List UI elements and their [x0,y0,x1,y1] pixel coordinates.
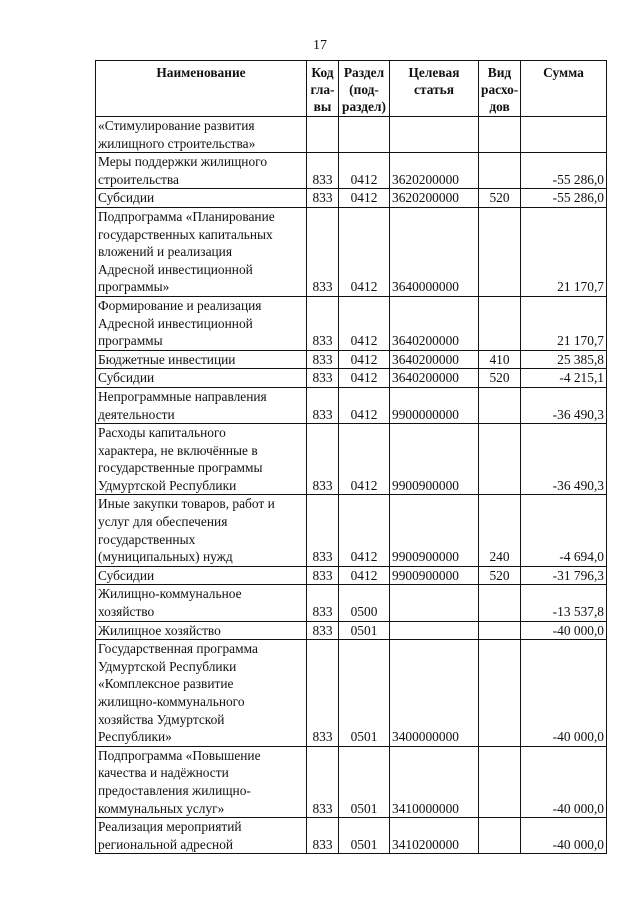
row-sum: -4 215,1 [521,369,607,388]
row-code: 833 [307,640,339,747]
header-name: Наименование [96,61,307,117]
row-name: Субсидии [96,369,307,388]
table-row [96,117,607,153]
row-target: 3400000000 [390,640,479,747]
row-target: 3640200000 [390,296,479,350]
row-code [307,117,339,153]
row-code: 833 [307,153,339,189]
row-section [339,117,390,153]
row-name: Иные закупки товаров, работ и услуг для обеспечения государственных (муниципальных) нужд [96,495,307,566]
row-section: 0412 [339,296,390,350]
table-body [96,117,607,854]
table-row [96,387,607,423]
row-section: 0412 [339,207,390,296]
row-section: 0501 [339,640,390,747]
row-section: 0412 [339,350,390,369]
row-section: 0412 [339,566,390,585]
row-section: 0500 [339,585,390,621]
row-code: 833 [307,424,339,495]
table-row [96,640,607,747]
table-row [96,424,607,495]
row-target: 3640200000 [390,369,479,388]
row-code: 833 [307,189,339,208]
row-sum: 21 170,7 [521,296,607,350]
row-vid [479,621,521,640]
row-name: Жилищное хозяйство [96,621,307,640]
row-section: 0412 [339,153,390,189]
row-code: 833 [307,207,339,296]
row-sum: -40 000,0 [521,621,607,640]
row-target: 3640000000 [390,207,479,296]
row-target: 9900900000 [390,495,479,566]
row-target: 9900900000 [390,424,479,495]
row-section: 0412 [339,369,390,388]
table-row [96,369,607,388]
row-name: Государственная программа Удмуртской Республики «Комплексное развитие жилищно-коммунального хозяйства Удмуртской Республики» [96,640,307,747]
row-vid [479,746,521,817]
table-row [96,621,607,640]
table-row [96,189,607,208]
table-row [96,495,607,566]
row-sum: -55 286,0 [521,153,607,189]
table-row [96,585,607,621]
row-sum: -40 000,0 [521,818,607,854]
row-sum: -40 000,0 [521,746,607,817]
table-row [96,818,607,854]
header-vid: Вид расхо- дов [479,61,521,117]
row-name: Формирование и реализация Адресной инвестиционной программы [96,296,307,350]
row-sum: -31 796,3 [521,566,607,585]
row-target: 3620200000 [390,153,479,189]
budget-table [95,60,607,854]
row-code: 833 [307,296,339,350]
row-target: 9900900000 [390,566,479,585]
row-name: Бюджетные инвестиции [96,350,307,369]
row-vid: 240 [479,495,521,566]
row-name: Жилищно-коммунальное хозяйство [96,585,307,621]
row-code: 833 [307,746,339,817]
row-sum: -13 537,8 [521,585,607,621]
row-name: Расходы капитального характера, не включённые в государственные программы Удмуртской Республики [96,424,307,495]
row-vid: 520 [479,369,521,388]
row-name: «Стимулирование развития жилищного строительства» [96,117,307,153]
row-name: Подпрограмма «Повышение качества и надёжности предоставления жилищно- коммунальных услуг» [96,746,307,817]
row-code: 833 [307,585,339,621]
row-section: 0412 [339,387,390,423]
row-name: Меры поддержки жилищного строительства [96,153,307,189]
row-section: 0501 [339,746,390,817]
row-code: 833 [307,495,339,566]
row-code: 833 [307,350,339,369]
row-target [390,585,479,621]
row-vid [479,387,521,423]
row-vid [479,296,521,350]
row-sum [521,117,607,153]
row-target: 3410000000 [390,746,479,817]
row-name: Подпрограмма «Планирование государственных капитальных вложений и реализация Адресной инвестиционной программы» [96,207,307,296]
row-sum: 25 385,8 [521,350,607,369]
row-section: 0501 [339,818,390,854]
row-sum: -40 000,0 [521,640,607,747]
row-name: Реализация мероприятий региональной адресной [96,818,307,854]
table-row [96,746,607,817]
row-target [390,621,479,640]
table-row [96,350,607,369]
row-sum: -36 490,3 [521,387,607,423]
table-row [96,153,607,189]
table-row [96,207,607,296]
row-vid [479,585,521,621]
row-name: Субсидии [96,566,307,585]
row-target [390,117,479,153]
row-sum: -36 490,3 [521,424,607,495]
table-header-row [96,61,607,117]
row-code: 833 [307,818,339,854]
row-section: 0412 [339,189,390,208]
row-name: Субсидии [96,189,307,208]
page-number: 17 [313,38,327,53]
row-sum: -4 694,0 [521,495,607,566]
row-section: 0412 [339,424,390,495]
row-code: 833 [307,387,339,423]
row-sum: 21 170,7 [521,207,607,296]
row-vid [479,818,521,854]
row-vid: 520 [479,566,521,585]
row-name: Непрограммные направления деятельности [96,387,307,423]
header-sum: Сумма [521,61,607,117]
table-row [96,296,607,350]
table-row [96,566,607,585]
header-code: Код гла- вы [307,61,339,117]
row-vid [479,153,521,189]
row-sum: -55 286,0 [521,189,607,208]
row-vid [479,207,521,296]
row-target: 3640200000 [390,350,479,369]
row-section: 0501 [339,621,390,640]
row-vid [479,640,521,747]
row-code: 833 [307,621,339,640]
row-code: 833 [307,369,339,388]
header-target: Целевая статья [390,61,479,117]
row-vid: 520 [479,189,521,208]
row-section: 0412 [339,495,390,566]
row-target: 3410200000 [390,818,479,854]
row-target: 9900000000 [390,387,479,423]
header-section: Раздел (под- раздел) [339,61,390,117]
row-code: 833 [307,566,339,585]
row-vid [479,117,521,153]
row-vid: 410 [479,350,521,369]
row-target: 3620200000 [390,189,479,208]
row-vid [479,424,521,495]
